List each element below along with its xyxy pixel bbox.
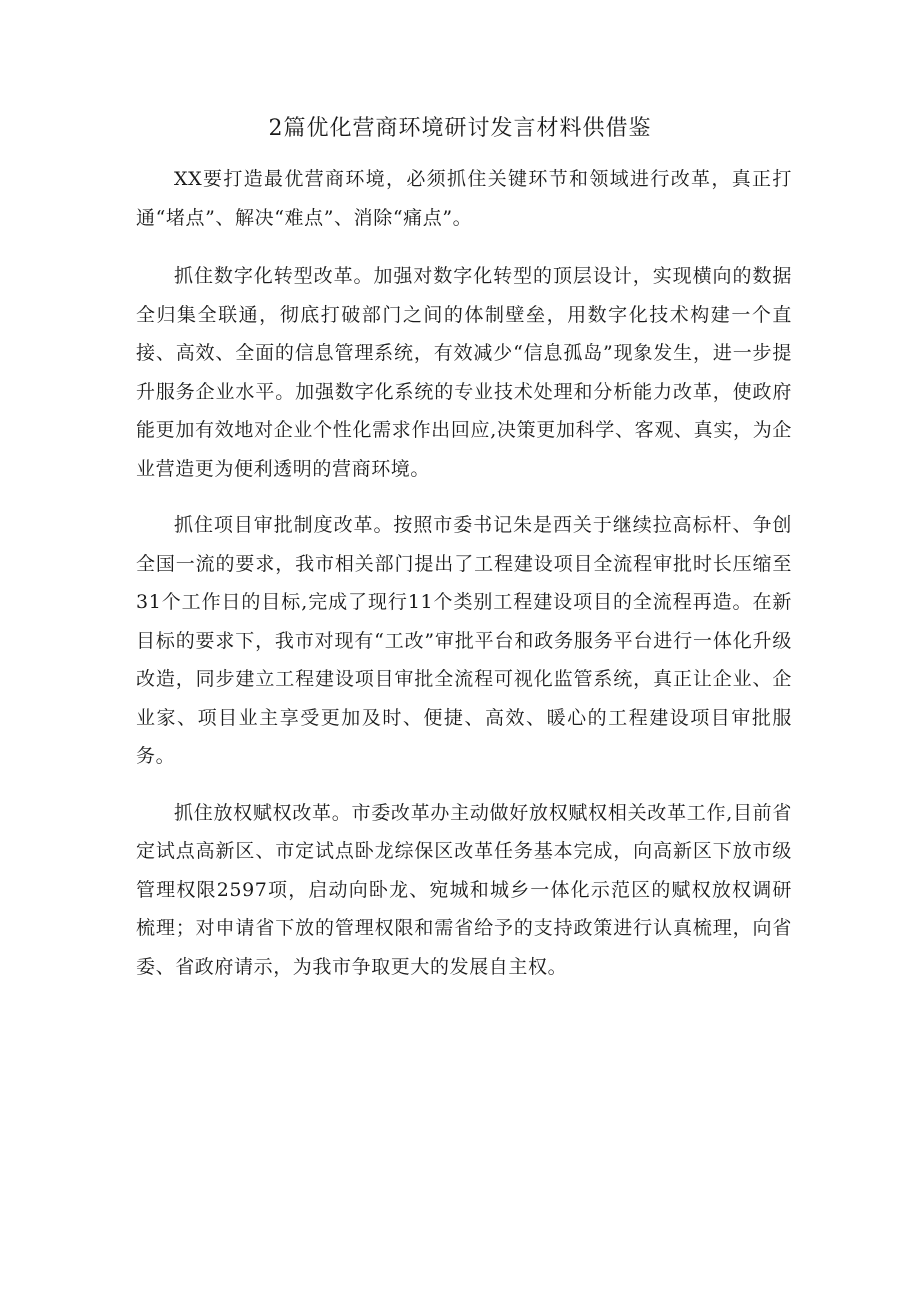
paragraph-project-approval: 抓住项目审批制度改革。按照市委书记朱是西关于继续拉高标杆、争创全国一流的要求，我市相关部门提出了工程建设项目全流程审批时长压缩至31个工作日的目标,完成了现行11个类别工程建设项目的全流程再造。在新目标的要求下，我市对现有“工改”审批平台和政务服务平台进行一体化升级改造，同步建立工程建设项目审批全流程可视化监管系统，真正让企业、企业家、项目业主享受更加及时、便捷、高效、暖心的工程建设项目审批服务。 [136, 514, 792, 767]
document-body [136, 160, 792, 1004]
paragraph-delegation-reform: 抓住放权赋权改革。市委改革办主动做好放权赋权相关改革工作,目前省定试点高新区、市定试点卧龙综保区改革任务基本完成，向高新区下放市级管理权限2597项，启动向卧龙、宛城和城乡一体化示范区的赋权放权调研梳理；对申请省下放的管理权限和需省给予的支持政策进行认真梳理，向省委、省政府请示，为我市争取更大的发展自主权。 [136, 801, 792, 978]
document-title: 2篇优化营商环境研讨发言材料供借鉴 [268, 116, 652, 141]
paragraph-intro: XX要打造最优营商环境，必须抓住关键环节和领域进行改革，真正打通“堵点”、解决“难点”、消除“痛点”。 [136, 168, 792, 229]
paragraph-digital-transformation: 抓住数字化转型改革。加强对数字化转型的顶层设计，实现横向的数据全归集全联通，彻底打破部门之间的体制壁垒，用数字化技术构建一个直接、高效、全面的信息管理系统，有效减少“信息孤岛”现象发生，进一步提升服务企业水平。加强数字化系统的专业技术处理和分析能力改革，使政府能更加有效地对企业个性化需求作出回应,决策更加科学、客观、真实，为企业营造更为便利透明的营商环境。 [136, 265, 792, 480]
